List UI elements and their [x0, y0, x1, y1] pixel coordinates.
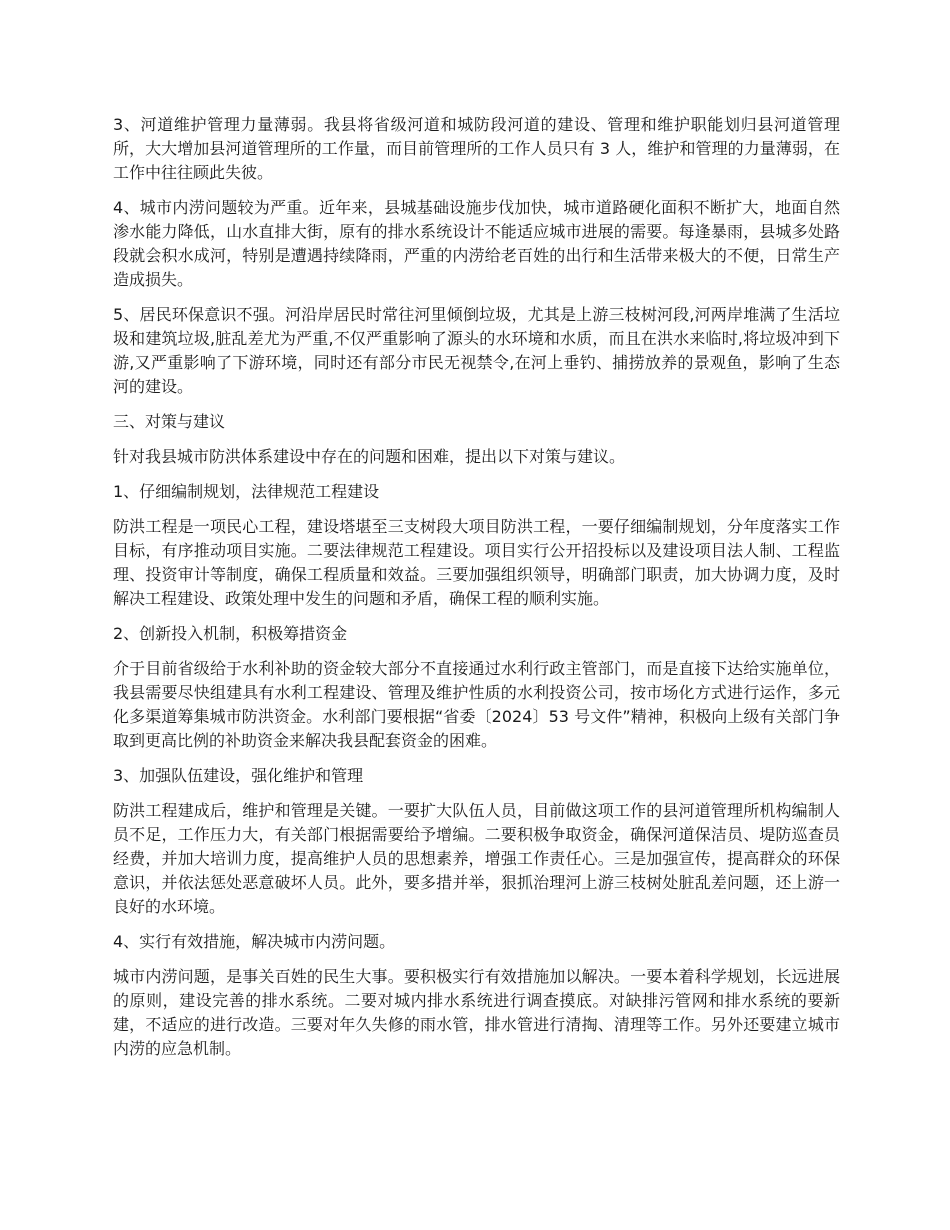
subheading-waterlogging: 4、实行有效措施，解决城市内涝问题。	[113, 932, 396, 951]
document-page	[113, 113, 840, 1072]
paragraph-team: 防洪工程建成后，维护和管理是关键。一要扩大队伍人员，目前做这项工作的县河道管理所机构编制人员不足，工作压力大，有关部门根据需要给予增编。二要积极争取资金，确保河道保洁员、堤防巡查员经费，并加大培训力度，提高维护人员的思想素养，增强工作责任心。三是加强宣传，提高群众的环保意识，并依法惩处恶意破坏人员。此外，要多措并举，狠抓治理河上游三枝树处脏乱差问题，还上游一良好的水环境。	[113, 801, 840, 916]
paragraph-item-4: 4、城市内涝问题较为严重。近年来，县城基础设施步伐加快，城市道路硬化面积不断扩大，地面自然渗水能力降低，山水直排大街，原有的排水系统设计不能适应城市进展的需要。每逢暴雨，县城多处路段就会积水成河，特别是遭遇持续降雨，严重的内涝给老百姓的出行和生活带来极大的不便，日常生产造成损失。	[113, 198, 840, 289]
paragraph-intro: 针对我县城市防洪体系建设中存在的问题和困难，提出以下对策与建议。	[113, 447, 626, 466]
paragraph-item-5: 5、居民环保意识不强。河沿岸居民时常往河里倾倒垃圾，尤其是上游三枝树河段,河两岸堆满了生活垃圾和建筑垃圾,脏乱差尤为严重,不仅严重影响了源头的水环境和水质，而且在洪水来临时,将垃圾冲到下游,又严重影响了下游环境，同时还有部分市民无视禁令,在河上垂钓、捕捞放养的景观鱼，影响了生态河的建设。	[113, 305, 840, 396]
paragraph-planning: 防洪工程是一项民心工程，建设塔堪至三支树段大项目防洪工程，一要仔细编制规划，分年度落实工作目标，有序推动项目实施。二要法律规范工程建设。项目实行公开招投标以及建设项目法人制、工程监理、投资审计等制度，确保工程质量和效益。三要加强组织领导，明确部门职责，加大协调力度，及时解决工程建设、政策处理中发生的问题和矛盾，确保工程的顺利实施。	[113, 517, 840, 608]
subheading-planning: 1、仔细编制规划，法律规范工程建设	[113, 482, 380, 501]
section-heading-countermeasures: 三、对策与建议	[113, 412, 226, 431]
paragraph-waterlogging: 城市内涝问题，是事关百姓的民生大事。要积极实行有效措施加以解决。一要本着科学规划，长远进展的原则，建设完善的排水系统。二要对城内排水系统进行调查摸底。对缺排污管网和排水系统的要新建，不适应的进行改造。三要对年久失修的雨水管，排水管进行清掏、清理等工作。另外还要建立城市内涝的应急机制。	[113, 967, 840, 1058]
paragraph-funding: 介于目前省级给于水利补助的资金较大部分不直接通过水利行政主管部门，而是直接下达给实施单位，我县需要尽快组建具有水利工程建设、管理及维护性质的水利投资公司，按市场化方式进行运作，多元化多渠道筹集城市防洪资金。水利部门要根据“省委〔2024〕53 号文件”精神，积极向上级有关部门争取到更高比例的补助资金来解决我县配套资金的困难。	[113, 659, 840, 750]
subheading-funding: 2、创新投入机制，积极筹措资金	[113, 624, 348, 643]
paragraph-item-3: 3、河道维护管理力量薄弱。我县将省级河道和城防段河道的建设、管理和维护职能划归县河道管理所，大大增加县河道管理所的工作量，而目前管理所的工作人员只有 3 人，维护和管理的力量薄弱，在工作中往往顾此失彼。	[113, 115, 840, 182]
subheading-team: 3、加强队伍建设，强化维护和管理	[113, 766, 364, 785]
